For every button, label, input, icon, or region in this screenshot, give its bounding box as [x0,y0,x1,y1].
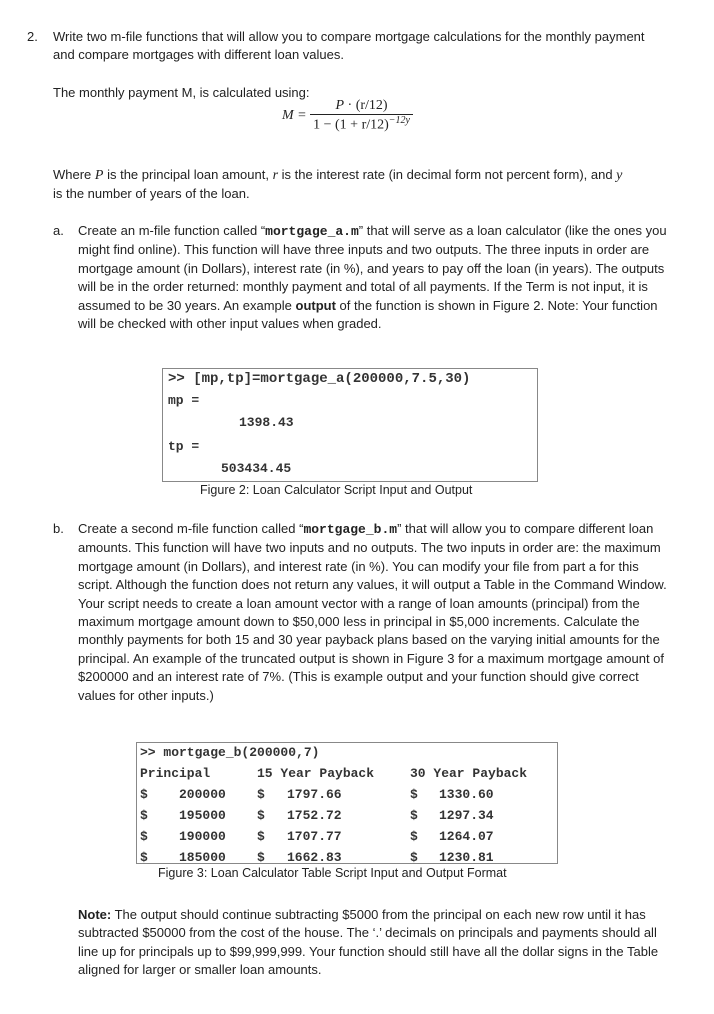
question-intro: Write two m-file functions that will allow you to compare mortgage calculations for the monthly payment and compare mortgages with different loan values. [53,29,645,63]
fig3-cell: 1264.07 [439,829,494,844]
fig3-cell: 1297.34 [439,808,494,823]
part-a-pre: Create an m-file function called “ [78,223,266,238]
fig3-cell: $ [140,787,148,802]
fig3-cell: 195000 [179,808,226,823]
fig3-cell: 1662.83 [287,850,342,864]
fig3-header-principal: Principal [140,766,211,781]
formula-den-exp: −12y [388,115,410,126]
figure-2-box [162,368,538,482]
fig2-mp-value: 1398.43 [239,415,294,430]
part-a-post: ” that will serve as a loan calculator (like the ones you might find online). This function will have three inputs and two outputs. The three inputs in order are mortgage amount (in Dollars), interest rate (in %), and years to pay off the loan (in years). The outputs will be in the order returned: monthly payment and total of all payments. If the Term is not input, it is assumed to be 30 years. An example [78,223,667,313]
formula-num-dot: · [347,98,353,113]
part-a-code: mortgage_a.m [265,224,359,239]
formula-den-base: 1 − (1 + r/12) [313,117,389,133]
figure-3-box [136,742,558,864]
fig3-cell: 1707.77 [287,829,342,844]
where-pre: Where [53,167,95,182]
figure-3-caption: Figure 3: Loan Calculator Table Script Input and Output Format [158,866,507,880]
fig3-cell: $ [410,829,418,844]
formula-fraction [310,98,413,134]
fig2-tp-value: 503434.45 [221,461,292,476]
part-b-code: mortgage_b.m [303,522,398,537]
where-paragraph [53,166,668,204]
payment-formula [282,98,413,134]
part-a-text [78,222,670,333]
fig3-cell: 1230.81 [439,850,494,864]
note-paragraph [78,906,670,980]
note-text: The output should continue subtracting $5000 from the principal on each new row until it has subtracted $50000 from the cost of the house. The ‘.’ decimals on principals and payments should all line up for principals up to $99,999,999. Your function should still have all the dollar signs in the Table aligned for larger or smaller loan amounts. [78,907,659,978]
where-r: r [272,168,279,183]
part-b-pre: Create a second m-file function called “ [78,521,304,536]
fig2-command: >> [mp,tp]=mortgage_a(200000,7.5,30) [168,371,471,387]
part-a-label: a. [53,223,64,238]
where-end: is the number of years of the loan. [53,186,250,202]
part-a-end: of the function is shown in Figure 2. Note: Your function will be checked with other input values when graded. [78,297,658,332]
part-b-post: ” that will allow you to compare different loan amounts. This function will have two inputs and no outputs. The two inputs in order are: the maximum mortgage amount (in Dollars), and interest rate (in %). You can modify your file from part a for this script. Although the function does not return any values, it will output a Table in the Command Window. Your script needs to create a loan amount vector with a range of loan amounts (principal) from the maximum mortgage amount down to $50,000 less in principal in $5,000 increments. Calculate the monthly payments for both 15 and 30 year payback plans based on the varying initial amounts for the principal. An example of the truncated output is shown in Figure 3 for a maximum mortgage amount of $200000 and an interest rate of 7%. (This is example output and your function should give correct values for other inputs.) [78,521,667,703]
part-b-label: b. [53,521,64,536]
fig3-header-15: 15 Year Payback [257,766,375,781]
fig3-cell: 1752.72 [287,808,342,823]
where-mid1: is the principal loan amount, [103,167,273,182]
fig3-cell: 185000 [179,850,226,864]
fig2-mp-label: mp = [168,393,200,408]
fig3-cell: $ [140,808,148,823]
where-y: y [616,168,623,183]
fig3-cell: 1330.60 [439,787,494,802]
figure-2-caption: Figure 2: Loan Calculator Script Input and Output [200,483,473,497]
formula-lhs: M = [282,107,307,123]
fig3-header-30: 30 Year Payback [410,766,528,781]
part-b-text [78,520,670,705]
fig2-tp-label: tp = [168,439,200,454]
fig3-cell: 190000 [179,829,226,844]
question-number: 2. [27,29,38,44]
note-label: Note: [78,907,112,922]
fig3-cell: $ [140,829,148,844]
where-mid2: is the interest rate (in decimal form not percent form), and [278,167,617,182]
fig3-cell: 1797.66 [287,787,342,802]
fig3-cell: $ [140,850,148,864]
fig3-cell: $ [410,850,418,864]
monthly-payment-line: The monthly payment M, is calculated using: [53,85,310,100]
fig3-cell: 200000 [179,787,226,802]
formula-num-rate: (r/12) [355,98,388,113]
fig3-cell: $ [257,808,265,823]
part-a-bold: output [295,297,336,313]
fig3-cell: $ [410,787,418,802]
fig3-cell: $ [257,787,265,802]
where-p: P [94,168,104,183]
fig3-cell: $ [257,829,265,844]
fig3-command: >> mortgage_b(200000,7) [140,745,320,760]
fig3-cell: $ [257,850,265,864]
formula-num-p: P [335,98,345,113]
fig3-cell: $ [410,808,418,823]
